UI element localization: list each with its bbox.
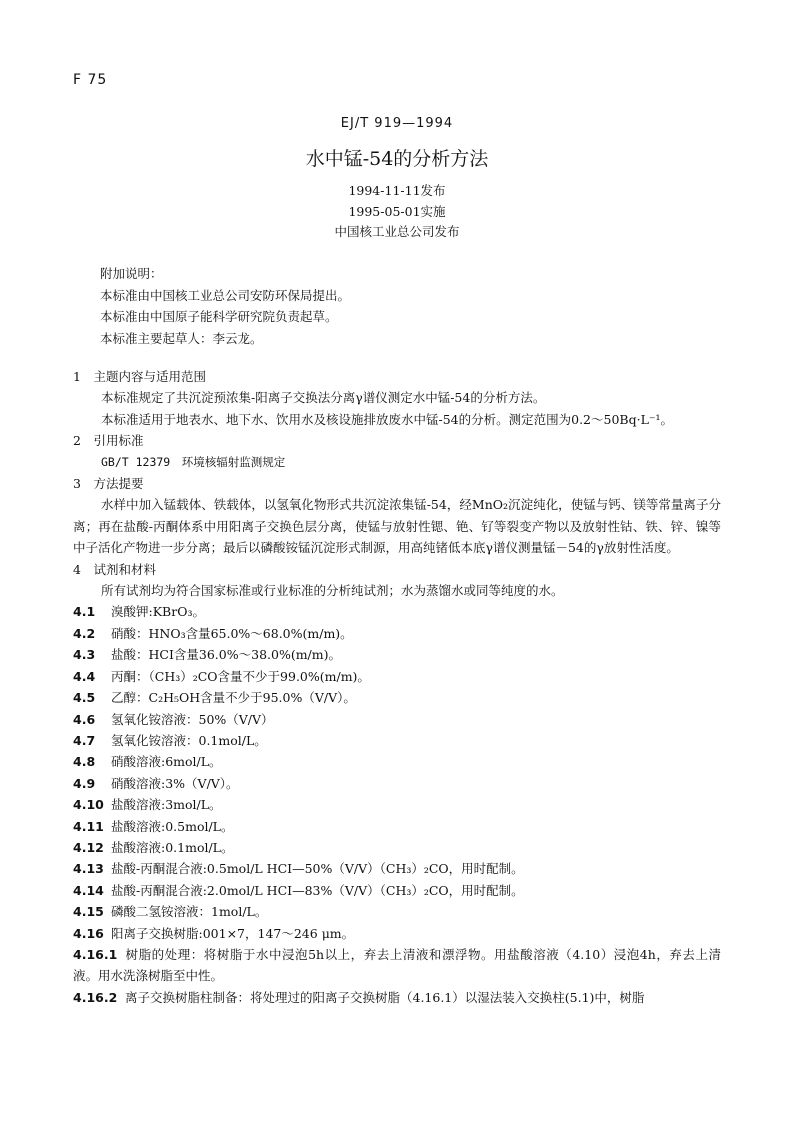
list-item <box>73 644 721 665</box>
list-item <box>73 751 721 772</box>
list-item <box>73 623 721 644</box>
item-number: 4.16.2 <box>73 989 118 1005</box>
list-item <box>73 709 721 730</box>
standard-number: EJ/T 919—1994 <box>340 116 454 131</box>
item-text: 离子交换树脂柱制备：将处理过的阳离子交换树脂（4.16.1）以湿法装入交换柱(5.1)中，树脂 <box>125 989 645 1005</box>
item-text: 氢氧化铵溶液：50%（V/V） <box>111 711 274 727</box>
item-number: 4.1 <box>73 604 96 620</box>
item-number: 4.15 <box>73 904 104 920</box>
item-text: 盐酸-丙酮混合液:0.5mol/L HCI—50%（V/V）（CH₃）₂CO，用时配制。 <box>111 861 524 877</box>
list-item <box>73 730 721 751</box>
list-item <box>73 923 721 944</box>
classification-code: F 75 <box>73 72 108 88</box>
reagent-list <box>73 601 721 944</box>
item-text: 盐酸：HCI含量36.0%～38.0%(m/m)。 <box>111 647 341 663</box>
list-item <box>73 601 721 622</box>
item-number: 4.2 <box>73 625 96 641</box>
item-text: 乙醇：C₂H₅OH含量不少于95.0%（V/V）。 <box>111 690 356 706</box>
item-number: 4.5 <box>73 690 96 706</box>
item-text: 硝酸溶液:6mol/L。 <box>111 754 222 770</box>
item-number: 4.16 <box>73 925 104 941</box>
item-text: 硝酸溶液:3%（V/V）。 <box>111 775 239 791</box>
list-item <box>73 794 721 815</box>
section-heading: 3 方法提要 <box>73 476 144 492</box>
section-heading: 2 引用标准 <box>73 433 144 449</box>
notes-line: 本标准主要起草人：李云龙。 <box>100 330 263 346</box>
item-number: 4.14 <box>73 882 104 898</box>
publisher: 中国核工业总公司发布 <box>334 224 460 239</box>
item-text: 树脂的处理：将树脂于水中浸泡5h以上，弃去上清液和漂浮物。用盐酸溶液（4.10）浸泡4h，弃去上清液。用水洗涤树脂至中性。 <box>73 946 721 984</box>
additional-notes <box>100 263 350 349</box>
section-heading: 4 试剂和材料 <box>73 561 156 577</box>
item-text: 硝酸：HNO₃含量65.0%～68.0%(m/m)。 <box>111 625 353 641</box>
item-text: 阳离子交换树脂:001×7，147～246 μm。 <box>111 925 355 941</box>
item-text: 盐酸-丙酮混合液:2.0mol/L HCI—83%（V/V）（CH₃）₂CO，用时配制。 <box>111 882 524 898</box>
notes-heading: 附加说明： <box>100 266 163 281</box>
item-number: 4.12 <box>73 839 104 855</box>
document-title: 水中锰-54的分析方法 <box>305 148 489 170</box>
item-text: 盐酸溶液:3mol/L。 <box>111 797 222 813</box>
reference-standard: GB/T 12379 环境核辐射监测规定 <box>101 454 286 469</box>
item-number: 4.11 <box>73 818 104 834</box>
list-item <box>73 858 721 879</box>
document-body <box>73 366 721 1008</box>
list-item <box>73 773 721 794</box>
item-number: 4.13 <box>73 861 104 877</box>
item-number: 4.8 <box>73 754 96 770</box>
item-number: 4.4 <box>73 668 96 684</box>
item-number: 4.6 <box>73 711 96 727</box>
item-text: 溴酸钾:KBrO₃。 <box>111 604 205 620</box>
item-number: 4.16.1 <box>73 946 118 962</box>
list-item <box>73 901 721 922</box>
item-text: 丙酮：（CH₃）₂CO含量不少于99.0%(m/m)。 <box>111 668 370 684</box>
item-text: 盐酸溶液:0.5mol/L。 <box>111 818 234 834</box>
notes-line: 本标准由中国核工业总公司安防环保局提出。 <box>100 287 351 303</box>
implement-date: 1995-05-01实施 <box>348 204 446 219</box>
item-number: 4.10 <box>73 797 104 813</box>
item-text: 盐酸溶液:0.1mol/L。 <box>111 839 234 855</box>
item-number: 4.3 <box>73 647 96 663</box>
issue-date: 1994-11-11发布 <box>348 183 446 198</box>
list-item <box>73 837 721 858</box>
paragraph: 水样中加入锰载体、铁载体，以氢氧化物形式共沉淀浓集锰-54，经MnO₂沉淀纯化，使锰与钙、镁等常量离子分离；再在盐酸-丙酮体系中用阳离子交换色层分离，使锰与放射性锶、铯、钌等裂变产物以及放射性钴、铁、锌、镍等中子活化产物进一步分离；最后以磷酸铵锰沉淀形式制源，用高纯锗低本底γ谱仪测量锰－54的γ放射性活度。 <box>73 497 721 556</box>
list-item <box>73 987 721 1008</box>
item-number: 4.9 <box>73 775 96 791</box>
section-heading: 1 主题内容与适用范围 <box>73 369 206 384</box>
sub-item-list <box>73 944 721 1008</box>
list-item <box>73 687 721 708</box>
list-item <box>73 880 721 901</box>
item-text: 磷酸二氢铵溶液：1mol/L。 <box>111 904 268 920</box>
paragraph: 本标准规定了共沉淀预浓集-阳离子交换法分离γ谱仪测定水中锰-54的分析方法。 <box>101 390 546 406</box>
item-number: 4.7 <box>73 732 96 748</box>
list-item <box>73 944 721 987</box>
paragraph: 所有试剂均为符合国家标准或行业标准的分析纯试剂；水为蒸馏水或同等纯度的水。 <box>101 583 564 599</box>
item-text: 氢氧化铵溶液：0.1mol/L。 <box>111 732 267 748</box>
paragraph: 本标准适用于地表水、地下水、饮用水及核设施排放废水中锰-54的分析。测定范围为0.2～50Bq·L⁻¹。 <box>101 411 673 427</box>
list-item <box>73 816 721 837</box>
notes-line: 本标准由中国原子能科学研究院负责起草。 <box>100 309 338 324</box>
list-item <box>73 666 721 687</box>
